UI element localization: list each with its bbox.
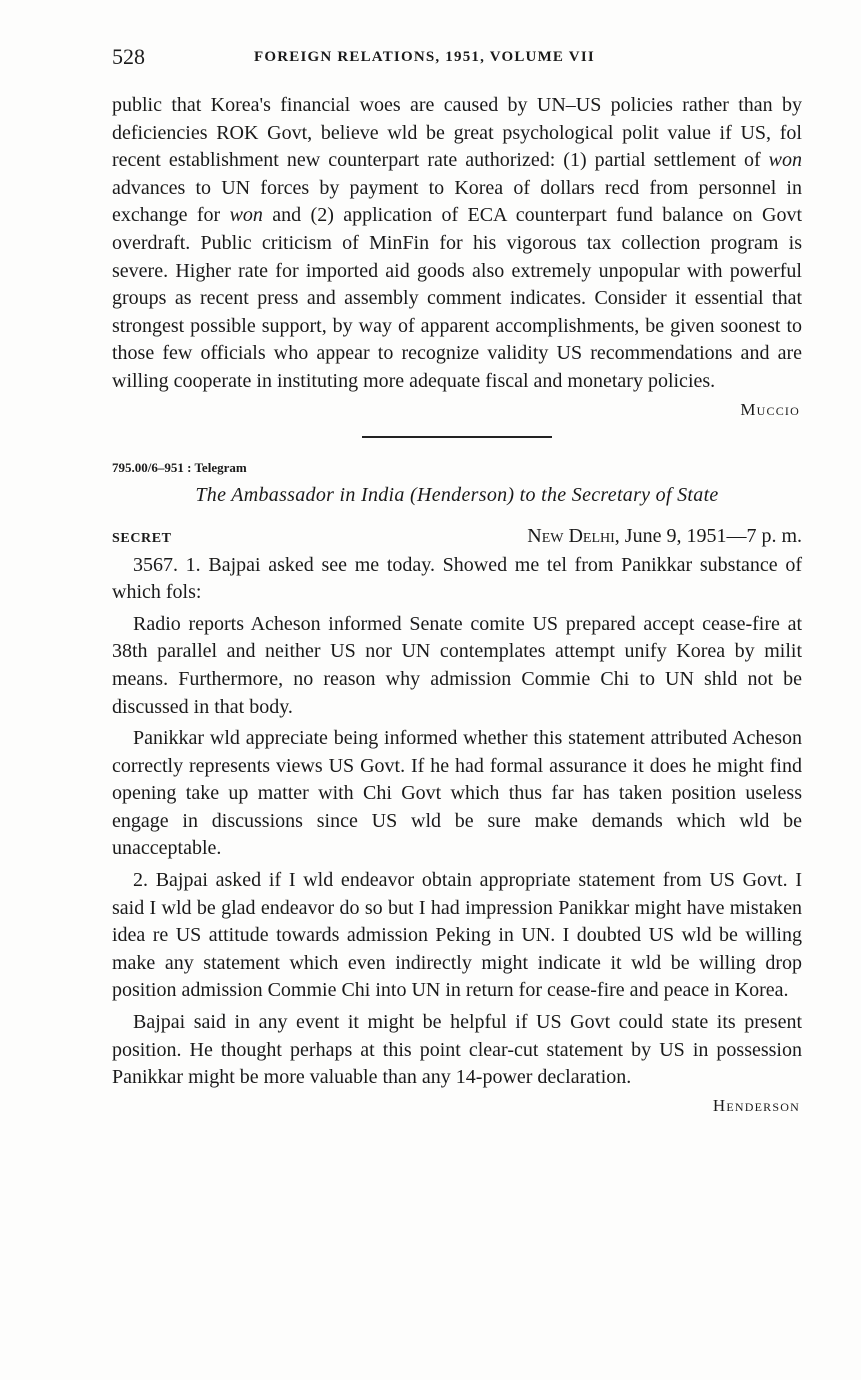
paragraph: Panikkar wld appreciate being informed whether this statement attributed Acheson correctly represents views US Govt. If he had formal assurance it does he might find opening take up matter with Chi Govt which thus far has taken position useless engage in discussions since US wld be sure make demands which wld be unacceptable.	[112, 727, 802, 860]
running-head: FOREIGN RELATIONS, 1951, VOLUME VII	[254, 49, 595, 65]
text-run: public that Korea's financial woes are caused by UN–US policies rather than by deficiencies ROK Govt, believe wld be great psychological polit value if US, fol recent establishment new counterpart rate authorized: (1) partial settlement of	[112, 94, 802, 172]
section-divider	[362, 436, 552, 438]
classification: SECRET	[112, 530, 172, 546]
dateline-place: New Delhi	[527, 524, 615, 547]
page-header	[112, 44, 802, 76]
paragraph: 3567. 1. Bajpai asked see me today. Showed me tel from Panikkar substance of which fols:	[112, 553, 802, 604]
paragraph: Bajpai said in any event it might be helpful if US Govt could state its present position. He thought perhaps at this point clear-cut statement by US in possession Panikkar might be more valuable than any 14-power declaration.	[112, 1011, 802, 1089]
text-run: advances to UN forces by payment to Korea of dollars recd from personnel in exchange for	[112, 176, 802, 227]
page-number: 528	[112, 44, 145, 69]
italic-term: won	[768, 149, 802, 172]
paragraph: 2. Bajpai asked if I wld endeavor obtain appropriate statement from US Govt. I said I wld be glad endeavor do so but I had impression Panikkar might have mistaken idea re US attitude towards admission Peking in UN. I doubted US wld be willing make any statement which even indirectly might indicate it wld be willing drop position admission Commie Chi into UN in return for cease-fire and peace in Korea.	[112, 869, 802, 1002]
continued-paragraph	[112, 92, 802, 396]
italic-term: won	[229, 204, 263, 227]
dateline-date: , June 9, 1951—7 p. m.	[614, 524, 802, 547]
paragraph: Radio reports Acheson informed Senate comite US prepared accept cease-fire at 38th parallel and neither US nor UN contemplates attempt unify Korea by milit means. Furthermore, no reason why admission Commie Chi to UN shld not be discussed in that body.	[112, 612, 802, 718]
page-body	[112, 92, 802, 1116]
file-reference: 795.00/6–951 : Telegram	[112, 459, 247, 475]
document-title: The Ambassador in India (Henderson) to the Secretary of State	[195, 483, 719, 506]
document-meta	[112, 525, 802, 548]
signature-henderson: Henderson	[712, 1095, 800, 1115]
text-run: and (2) application of ECA counterpart fund balance on Govt overdraft. Public criticism of MinFin for his vigorous tax collection program is severe. Higher rate for imported aid goods also extremely unpopular with powerful groups as recent press and assembly comment indicates. Consider it essential that strongest possible support, by way of apparent accomplishments, be given soonest to those few officials who appear to recognize validity US recommendations and are willing cooperate in instituting more adequate fiscal and monetary policies.	[112, 204, 803, 392]
signature-muccio: Muccio	[740, 399, 800, 419]
dateline	[527, 525, 802, 548]
